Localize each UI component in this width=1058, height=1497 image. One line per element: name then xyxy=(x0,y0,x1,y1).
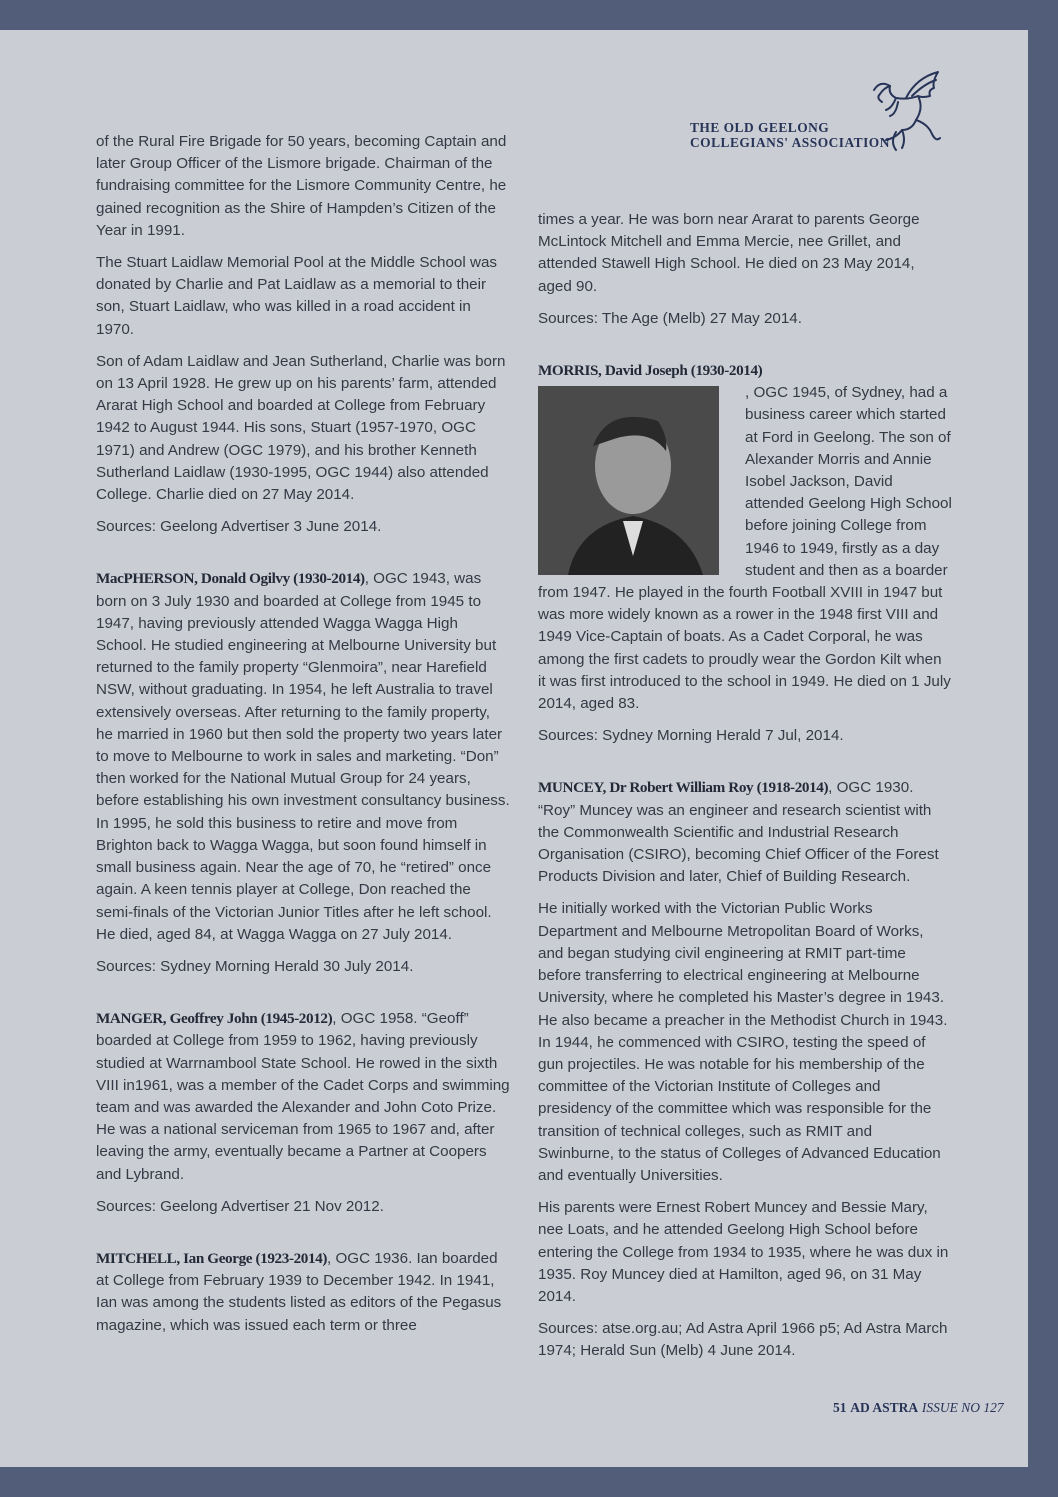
association-name-line1: THE OLD GEELONG xyxy=(690,120,830,135)
association-name xyxy=(690,121,890,150)
manger-sources: Sources: Geelong Advertiser 21 Nov 2012. xyxy=(96,1197,384,1215)
muncey-paragraph-3: His parents were Ernest Robert Muncey and Bessie Mary, nee Loats, and he attended Geelong High School before entering the College from 1934 to 1935, where he was dux in 1935. Roy Muncey died at Hamilton, aged 96, on 31 May 2014. xyxy=(538,1199,949,1305)
association-logo xyxy=(690,68,950,158)
manger-entry xyxy=(96,1008,510,1186)
macpherson-text: , OGC 1943, was born on 3 July 1930 and boarded at College from 1945 to 1947, having previously attended Wagga Wagga High School. He studied engineering at Melbourne University but returned to the family property “Glenmoira”, near Harefield NSW, without graduating. In 1954, he left Australia to travel extensively overseas. After returning to the family property, he married in 1960 but then sold the property two years later to move to Melbourne to work in sales and marketing. “Don” then worked for the National Mutual Group for 24 years, before establishing his own investment consultancy business. In 1995, he sold this business to retire and move from Brighton back to Wagga Wagga, but soon found himself in small business again. Near the age of 70, he “retired” once again. A keen tennis player at College, Don reached the semi-finals of the Victorian Junior Titles after he left school. He died, aged 84, at Wagga Wagga on 27 July 2014. xyxy=(96,570,510,943)
page-footer xyxy=(833,1400,1004,1416)
mitchell-name: MITCHELL, Ian George (1923-2014) xyxy=(96,1249,328,1267)
laidlaw-paragraph-3: Son of Adam Laidlaw and Jean Sutherland, Charlie was born on 13 April 1928. He grew up on his parents’ farm, attended Ararat High School and boarded at College from February 1942 to August 1944. His sons, Stuart (1957-1970, OGC 1971) and Andrew (OGC 1979), and his brother Kenneth Sutherland Laidlaw (1930-1995, OGC 1944) also attended College. Charlie died on 27 May 2014. xyxy=(96,352,506,504)
morris-body xyxy=(538,360,952,715)
portrait-image xyxy=(538,386,719,575)
macpherson-sources: Sources: Sydney Morning Herald 30 July 2014. xyxy=(96,957,414,975)
laidlaw-paragraph-1: of the Rural Fire Brigade for 50 years, becoming Captain and later Group Officer of the Lismore brigade. Chairman of the fundraising committee for the Lismore Community Centre, he gained recognition as the Shire of Hampden’s Citizen of the Year in 1991. xyxy=(96,133,507,239)
macpherson-entry xyxy=(96,568,510,945)
macpherson-name: MacPHERSON, Donald Ogilvy (1930-2014) xyxy=(96,570,365,588)
mitchell-sources: Sources: The Age (Melb) 27 May 2014. xyxy=(538,309,802,327)
morris-sources: Sources: Sydney Morning Herald 7 Jul, 2014. xyxy=(538,727,844,745)
issue-number: ISSUE NO 127 xyxy=(921,1400,1004,1415)
muncey-name: MUNCEY, Dr Robert William Roy (1918-2014) xyxy=(538,779,829,797)
association-name-line2: COLLEGIANS' ASSOCIATION xyxy=(690,134,890,150)
mitchell-continued: times a year. He was born near Ararat to parents George McLintock Mitchell and Emma Mercie, nee Grillet, and attended Stawell High School. He died on 23 May 2014, aged 90. xyxy=(538,211,920,295)
laidlaw-sources: Sources: Geelong Advertiser 3 June 2014. xyxy=(96,518,382,536)
magazine-title: AD ASTRA xyxy=(850,1400,919,1415)
manger-name: MANGER, Geoffrey John (1945-2012) xyxy=(96,1010,333,1028)
morris-photo xyxy=(538,386,719,575)
manger-text: , OGC 1958. “Geoff” boarded at College from 1959 to 1962, having previously studied at Warrnambool State School. He rowed in the sixth VIII in1961, was a member of the Cadet Corps and swimming team and was awarded the Alexander and John Coto Prize. He was a national serviceman from 1965 to 1967 and, after leaving the army, eventually became a Partner at Coopers and Lybrand. xyxy=(96,1010,510,1183)
mitchell-text: , OGC 1936. Ian boarded at College from February 1939 to December 1942. In 1941, Ian was among the students listed as editors of the Pegasus magazine, which was issued each term or three xyxy=(96,1249,502,1334)
muncey-text: , OGC 1930. “Roy” Muncey was an engineer and research scientist with the Commonwealth Scientific and Industrial Research Organisation (CSIRO), becoming Chief Officer of the Forest Products Division and later, Chief of Building Research. xyxy=(538,779,939,886)
morris-text: , OGC 1945, of Sydney, had a business career which started at Ford in Geelong. The son of Alexander Morris and Annie Isobel Jackson, David attended Geelong High School before joining College from 1946 to 1949, firstly as a day student and then as a boarder from 1947. He played in the fourth Football XVIII in 1947 but was more widely known as a rower in the 1948 first VIII and 1949 Vice-Captain of boats. As a Cadet Corporal, he was among the first cadets to proudly wear the Gordon Kilt when it was first introduced to the school in 1949. He died on 1 July 2014, aged 83. xyxy=(538,384,952,713)
mitchell-entry xyxy=(96,1248,510,1337)
page-number: 51 xyxy=(833,1400,847,1415)
right-column xyxy=(538,209,952,1373)
muncey-entry xyxy=(538,777,952,888)
laidlaw-paragraph-2: The Stuart Laidlaw Memorial Pool at the Middle School was donated by Charlie and Pat Laidlaw as a memorial to their son, Stuart Laidlaw, who was killed in a road accident in 1970. xyxy=(96,254,497,338)
morris-name: MORRIS, David Joseph (1930-2014) xyxy=(538,362,763,380)
muncey-sources: Sources: atse.org.au; Ad Astra April 1966 p5; Ad Astra March 1974; Herald Sun (Melb) 4 June 2014. xyxy=(538,1320,948,1360)
left-column xyxy=(96,131,510,1347)
muncey-paragraph-2: He initially worked with the Victorian Public Works Department and Melbourne Metropolitan Board of Works, and began studying civil engineering at RMIT part-time before transferring to electrical engineering at Melbourne University, where he completed his Master’s degree in 1943. He also became a preacher in the Methodist Church in 1943. In 1944, he commenced with CSIRO, testing the speed of gun projectiles. He was notable for his membership of the committee of the Victorian Institute of Colleges and presidency of the committee which was responsible for the transition of technical colleges, such as RMIT and Swinburne, to the status of Colleges of Advanced Education and eventually Universities. xyxy=(538,900,948,1184)
